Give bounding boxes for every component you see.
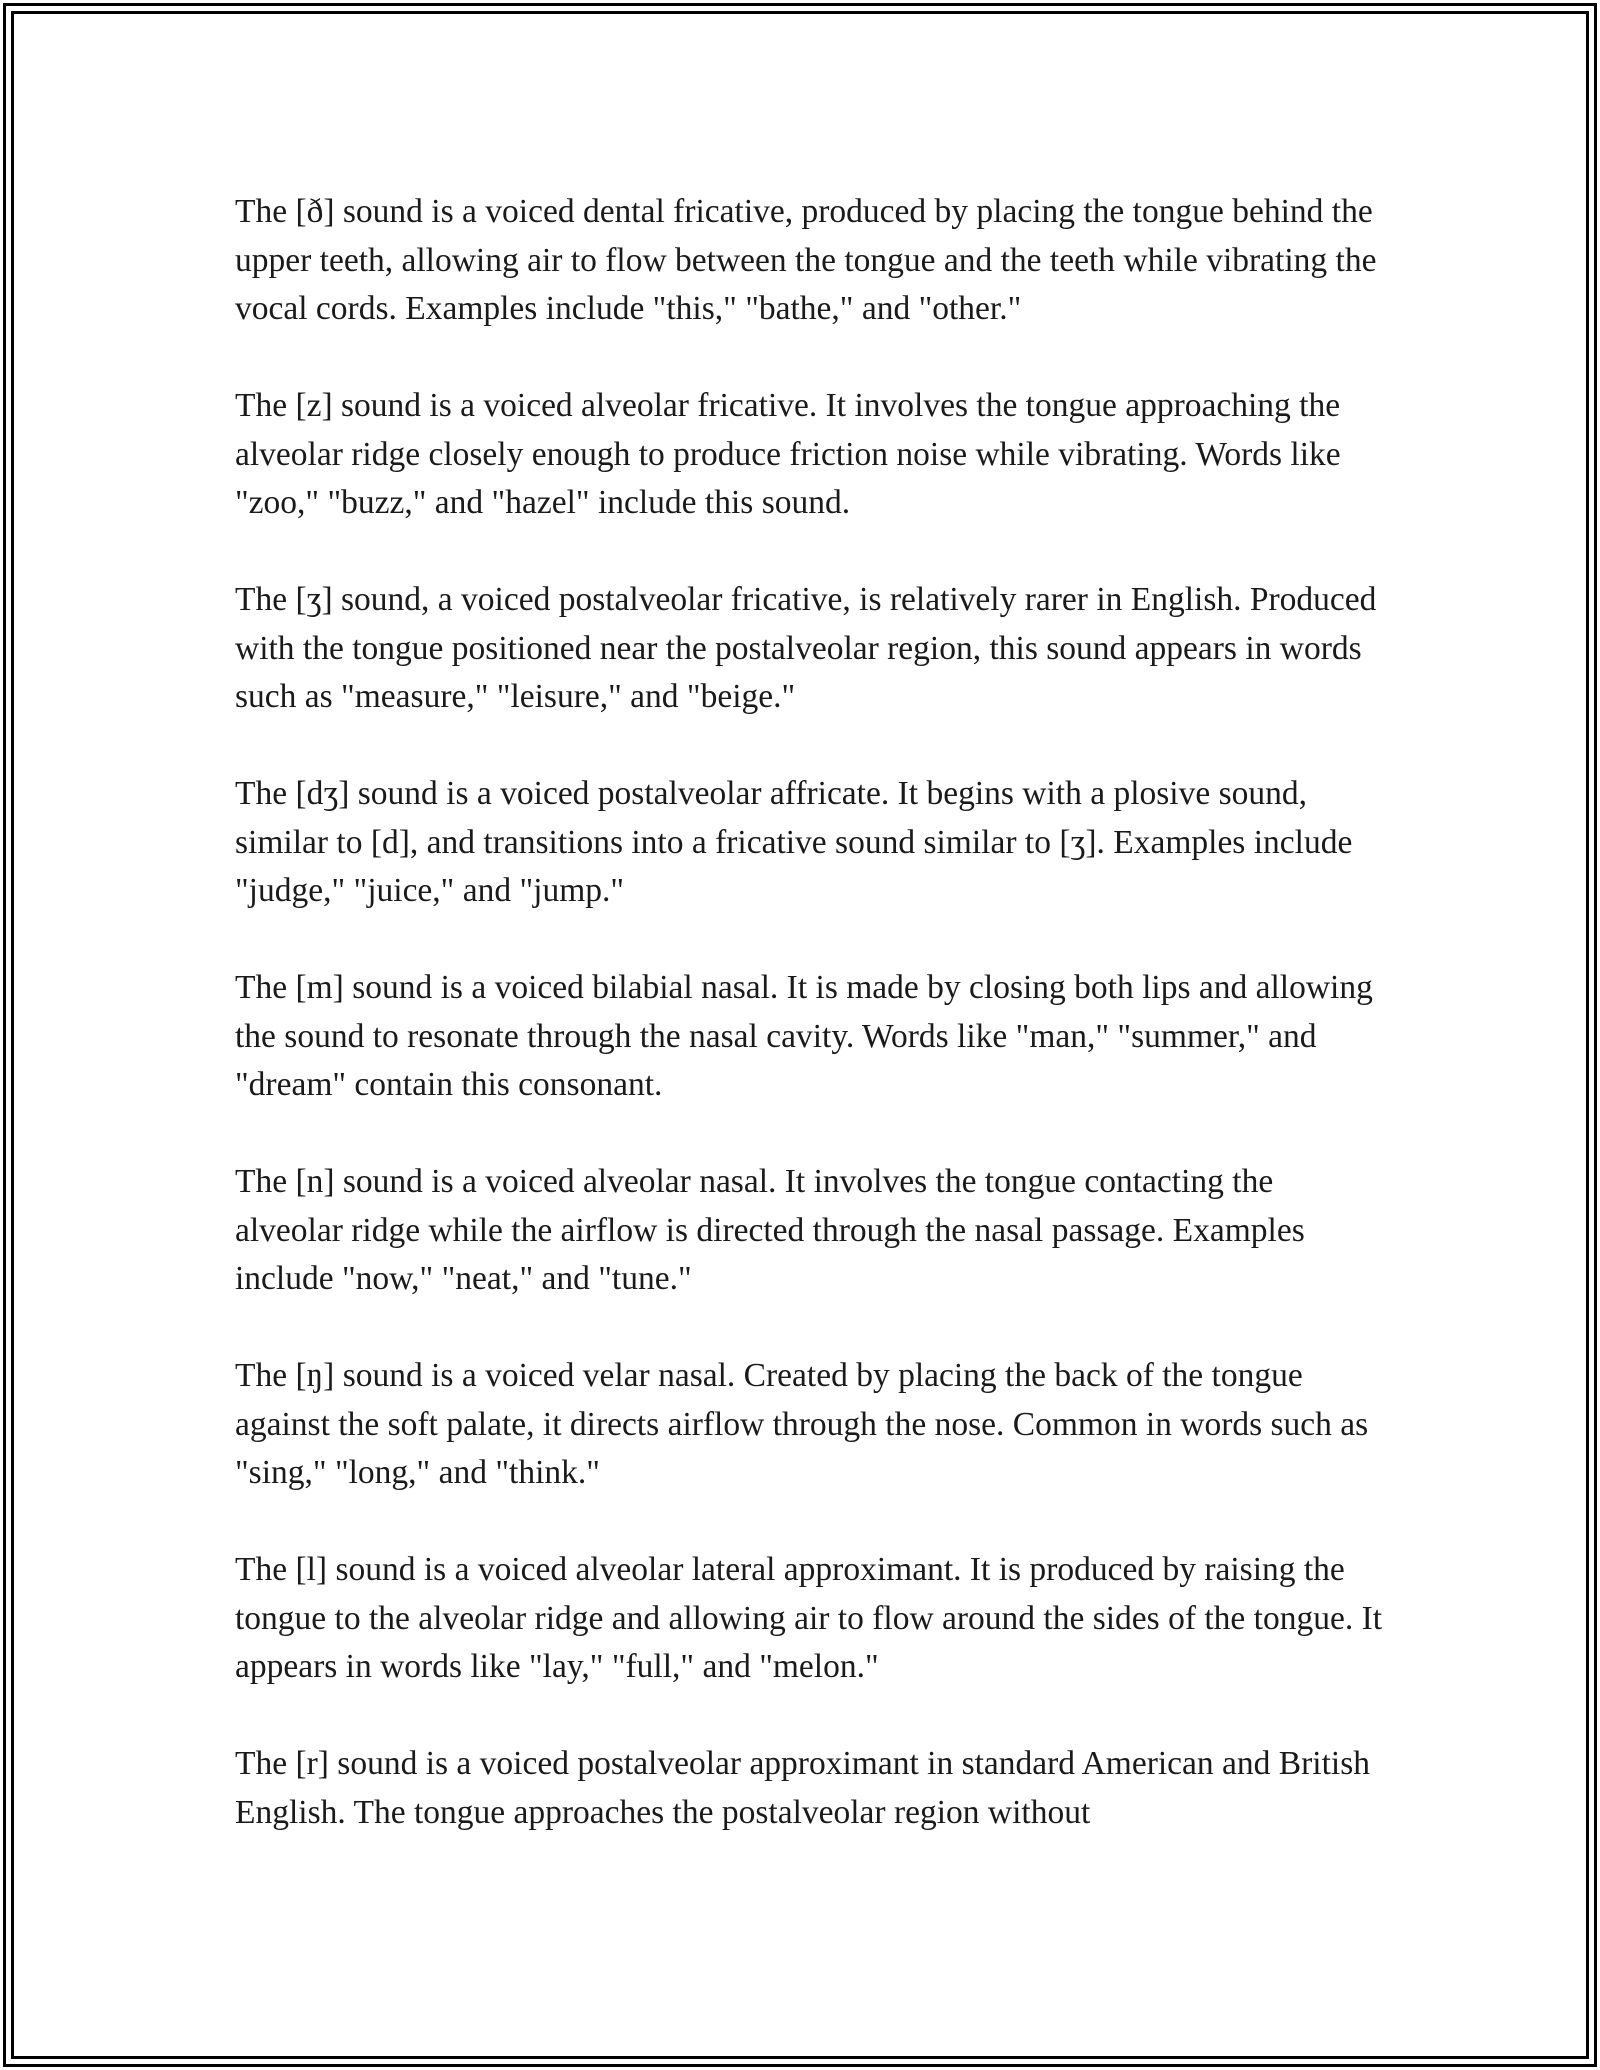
paragraph-voiced-postalveolar-affricate: The [dʒ] sound is a voiced postalveolar affricate. It begins with a plosive sound, similar to [d], and transitions into a fricative sound similar to [ʒ]. Examples include "judge," "juice," and "jump."	[235, 775, 1353, 909]
paragraph-voiced-velar-nasal: The [ŋ] sound is a voiced velar nasal. Created by placing the back of the tongue against the soft palate, it directs airflow through the nose. Common in words such as "sing," "long," and "think."	[235, 1357, 1369, 1491]
paragraph-voiced-bilabial-nasal: The [m] sound is a voiced bilabial nasal. It is made by closing both lips and allowing the sound to resonate through the nasal cavity. Words like "man," "summer," and "dream" contain this consonant.	[235, 969, 1373, 1103]
paragraph-voiced-alveolar-fricative: The [z] sound is a voiced alveolar fricative. It involves the tongue approaching the alveolar ridge closely enough to produce friction noise while vibrating. Words like "zoo," "buzz," and "hazel" include this sound.	[235, 387, 1341, 521]
paragraph-voiced-postalveolar-fricative: The [ʒ] sound, a voiced postalveolar fricative, is relatively rarer in English. Produced with the tongue positioned near the postalveolar region, this sound appears in words such as "measure," "leisure," and "beige."	[235, 581, 1377, 715]
document-body	[235, 188, 1385, 1886]
paragraph-voiced-dental-fricative: The [ð] sound is a voiced dental fricative, produced by placing the tongue behind the upper teeth, allowing air to flow between the tongue and the teeth while vibrating the vocal cords. Examples include "this," "bathe," and "other."	[235, 193, 1377, 327]
paragraph-voiced-postalveolar-approximant: The [r] sound is a voiced postalveolar approximant in standard American and British English. The tongue approaches the postalveolar region without	[235, 1745, 1370, 1831]
paragraph-voiced-alveolar-nasal: The [n] sound is a voiced alveolar nasal. It involves the tongue contacting the alveolar ridge while the airflow is directed through the nasal passage. Examples include "now," "neat," and "tune."	[235, 1163, 1305, 1297]
paragraph-voiced-alveolar-lateral-approximant: The [l] sound is a voiced alveolar lateral approximant. It is produced by raising the tongue to the alveolar ridge and allowing air to flow around the sides of the tongue. It appears in words like "lay," "full," and "melon."	[235, 1551, 1383, 1685]
